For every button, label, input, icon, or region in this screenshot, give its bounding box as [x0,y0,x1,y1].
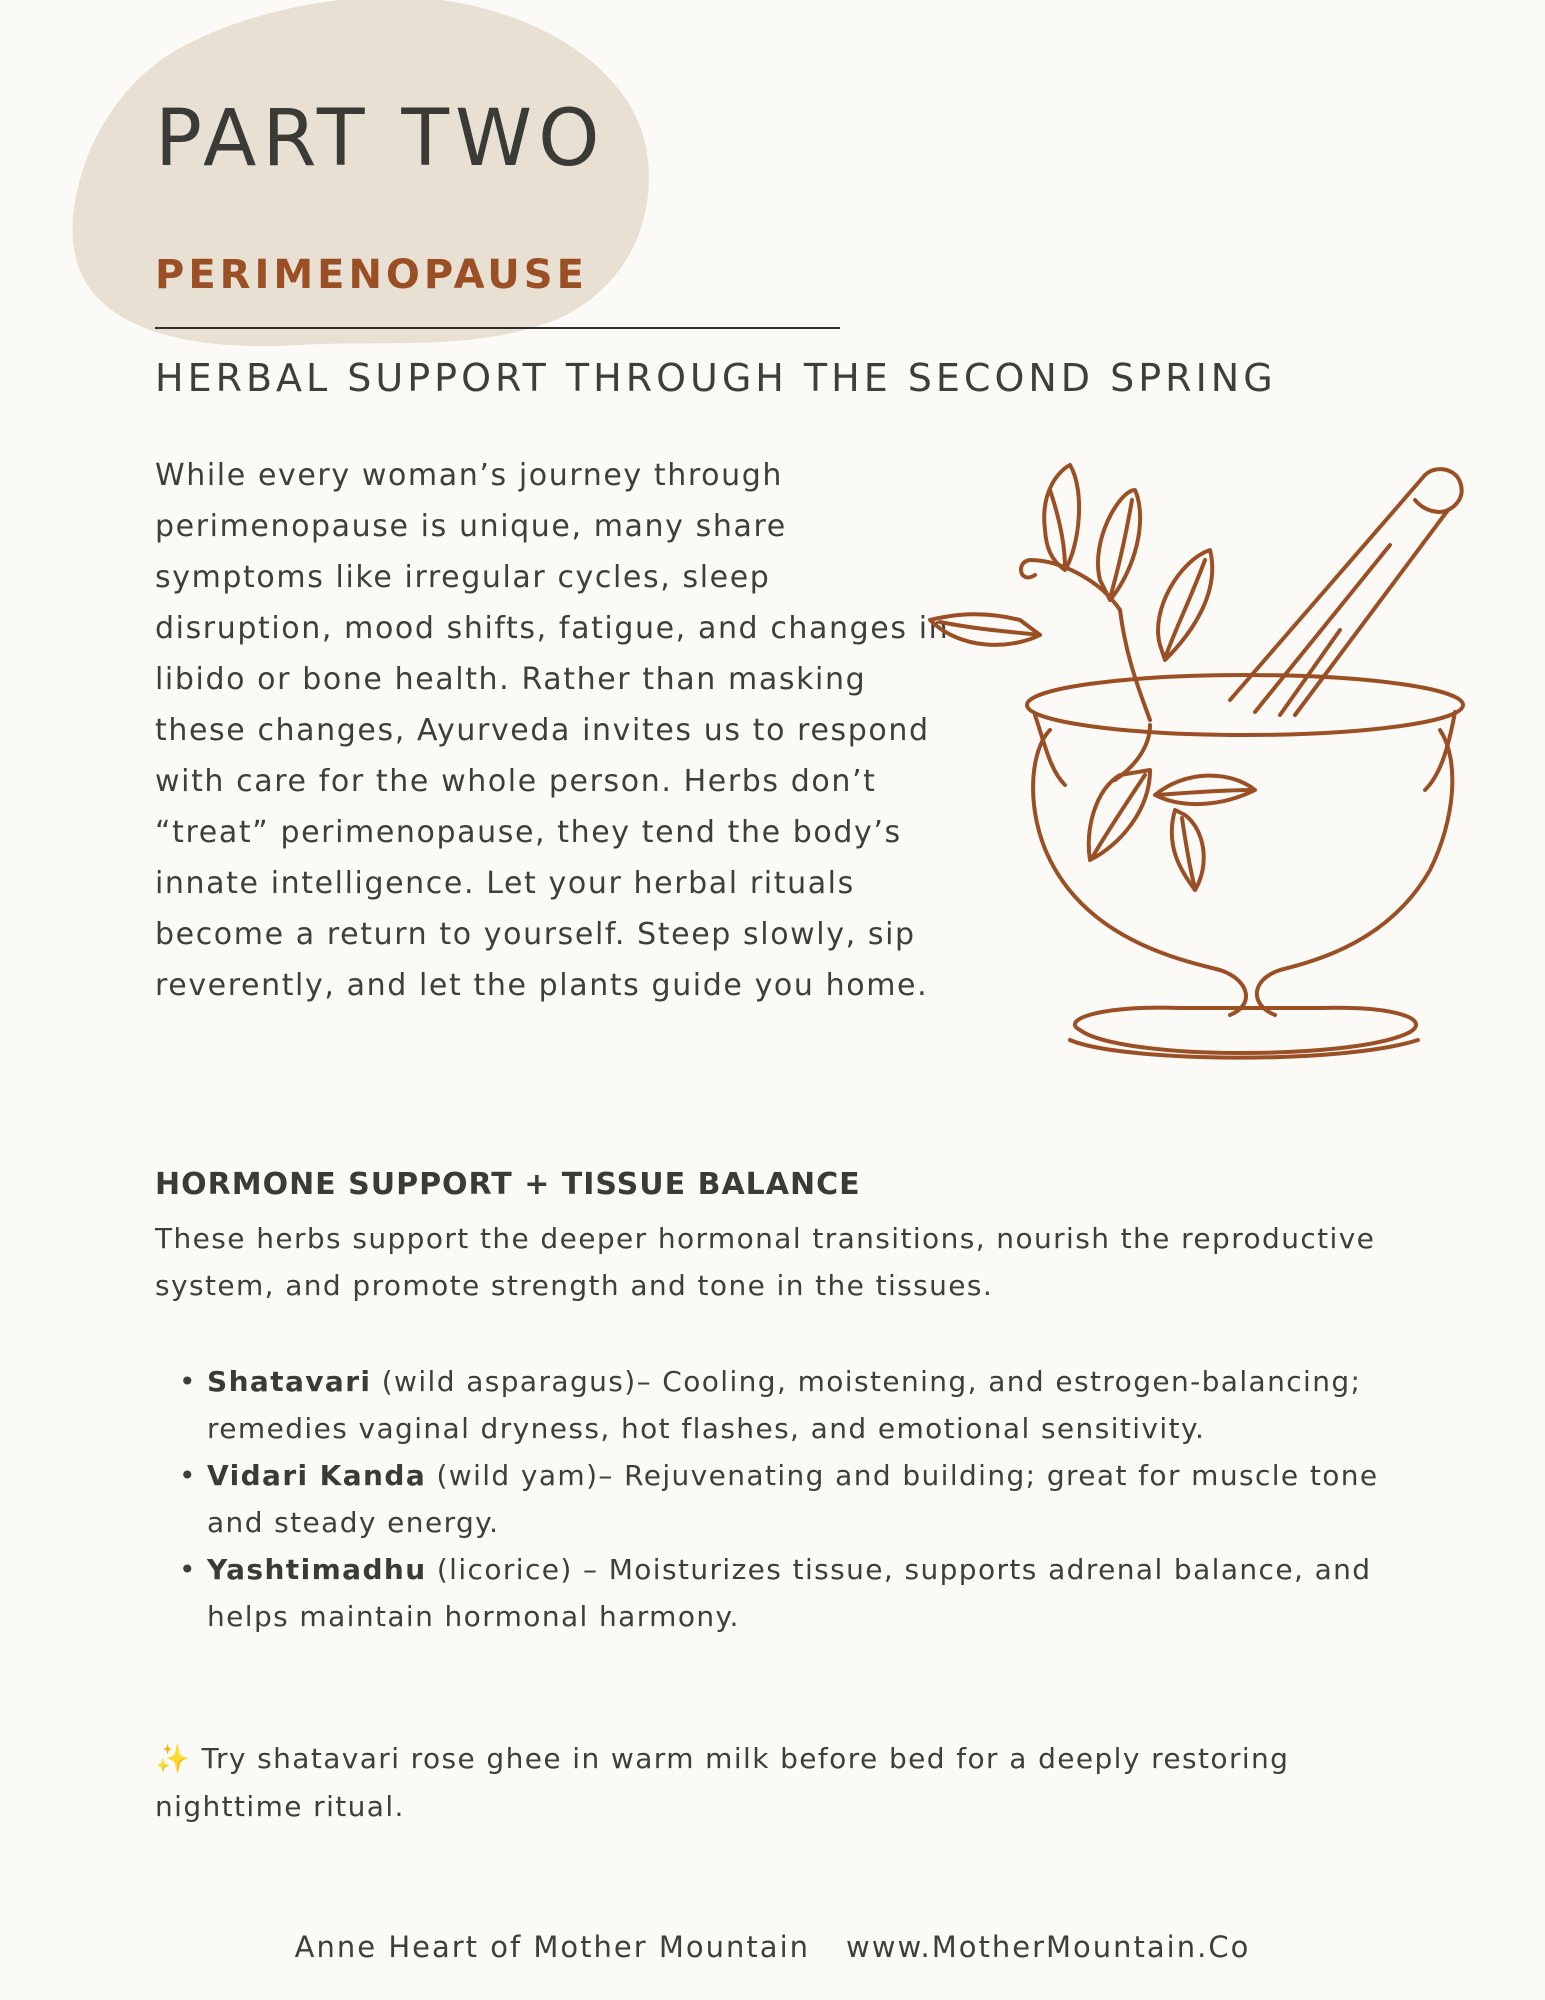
ritual-tip [155,1735,1405,1831]
mortar-bowl-icon [1027,675,1463,1058]
bullet-icon: • [179,1459,197,1492]
footer-author: Anne Heart of Mother Mountain [294,1930,811,1964]
hormone-support-description: These herbs support the deeper hormonal transitions, nourish the reproductive system, and promote strength and tone in the tissues. [155,1222,1376,1302]
intro-paragraph: While every woman’s journey through perimenopause is unique, many share symptoms like irregular cycles, sleep disruption, mood shifts, fatigue, and changes in libido or bone health. Rather than masking these changes, Ayurveda invites us to respond with care for the whole person. Herbs don’t “treat” perimenopause, they tend the body’s innate intelligence. Let your herbal rituals become a return to yourself. Steep slowly, sip reverently, and let the plants guide you home. [155,458,950,1003]
bullet-icon: • [179,1365,197,1398]
section-title: PERIMENOPAUSE [155,252,588,298]
herb-name: Yashtimadhu [207,1553,427,1586]
list-item [155,1358,1405,1452]
tip-text: Try shatavari rose ghee in warm milk before bed for a deeply restoring nighttime ritual. [155,1742,1290,1823]
herb-list [155,1358,1405,1640]
hormone-support-heading: HORMONE SUPPORT + TISSUE BALANCE [155,1167,861,1202]
bullet-icon: • [179,1553,197,1586]
part-title: PART TWO [155,94,606,184]
herb-description: (wild yam)– Rejuvenating and building; great for muscle tone and steady energy. [207,1459,1379,1539]
herb-description: (licorice) – Moisturizes tissue, supports adrenal balance, and helps maintain hormonal harmony. [207,1553,1372,1633]
herb-name: Vidari Kanda [207,1459,427,1492]
list-item [155,1452,1405,1546]
footer-website-link[interactable]: www.MotherMountain.Co [846,1930,1251,1964]
herb-description: (wild asparagus)– Cooling, moistening, and estrogen-balancing; remedies vaginal dryness, hot flashes, and emotional sensitivity. [207,1365,1362,1445]
page-subtitle: HERBAL SUPPORT THROUGH THE SECOND SPRING [155,356,1277,400]
list-item [155,1546,1405,1640]
divider [155,327,840,329]
footer [0,1930,1545,1964]
mortar-pestle-herbs-illustration [920,450,1480,1070]
sparkles-icon: ✨ [155,1742,192,1775]
herb-leaves-icon [930,465,1255,890]
decorative-blob [0,0,660,380]
herb-name: Shatavari [207,1365,372,1398]
